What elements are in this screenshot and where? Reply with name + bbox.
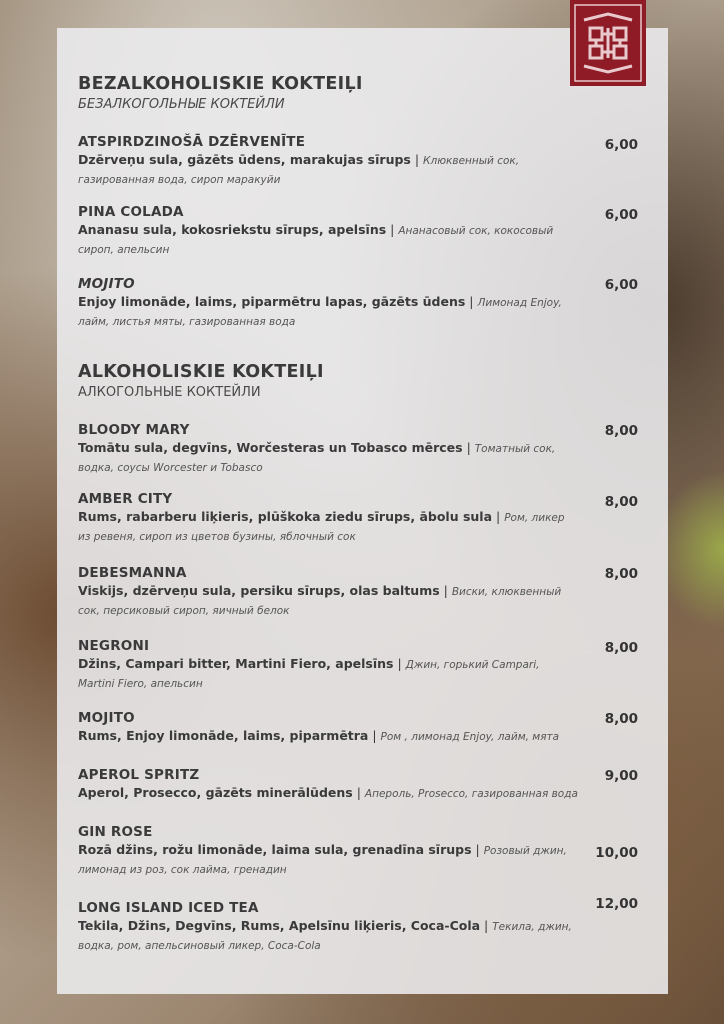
item-name: BLOODY MARY [78, 422, 190, 438]
menu-item [78, 824, 638, 879]
item-name: APEROL SPRITZ [78, 767, 200, 783]
item-description: Tekila, Džins, Degvīns, Rums, Apelsīnu liķieris, Coca-Cola | Текила, джин, водка, ром, апельсиновый ликер, Coca-Cola [78, 918, 572, 952]
menu-item [78, 638, 638, 693]
item-price: 10,00 [595, 845, 638, 861]
item-description: Rums, Enjoy limonāde, laims, piparmētra | Ром , лимонад Enjoy, лайм, мята [78, 728, 560, 743]
menu-item [78, 767, 638, 803]
item-price: 8,00 [604, 566, 638, 582]
menu-item [78, 204, 638, 259]
item-description: Ananasu sula, kokosriekstu sīrups, apelsīns | Ананасовый сок, кокосовый сироп, апельсин [78, 222, 554, 256]
menu-item [78, 900, 638, 955]
section-subtitle-alcoholic: АЛКОГОЛЬНЫЕ КОКТЕЙЛИ [78, 385, 261, 400]
item-description: Džins, Campari bitter, Martini Fiero, apelsīns | Джин, горький Campari, Martini Fiero, апельсин [78, 656, 540, 690]
menu-item [78, 491, 638, 546]
item-price: 8,00 [604, 423, 638, 439]
item-name: NEGRONI [78, 638, 150, 654]
item-price: 8,00 [604, 494, 638, 510]
item-price: 6,00 [604, 277, 638, 293]
item-name: LONG ISLAND ICED TEA [78, 900, 259, 916]
item-description: Dzērveņu sula, gāzēts ūdens, marakujas sīrups | Клюквенный сок, газированная вода, сироп маракуйи [78, 152, 520, 186]
section-title-alcoholic: ALKOHOLISKIE KOKTEIĻI [78, 362, 324, 382]
item-name: PINA COLADA [78, 204, 184, 220]
menu-item [78, 422, 638, 477]
item-price: 8,00 [604, 640, 638, 656]
latvian-ornament-logo-icon [570, 0, 646, 86]
item-price: 9,00 [604, 768, 638, 784]
item-description: Tomātu sula, degvīns, Worčesteras un Tobasco mērces | Томатный сок, водка, соусы Worcester и Tobasco [78, 440, 556, 474]
menu-item [78, 565, 638, 620]
item-name: ATSPIRDZINOŠĀ DZĒRVENĪTE [78, 134, 306, 150]
item-description: Rums, rabarberu liķieris, plūškoka ziedu sīrups, ābolu sula | Ром, ликер из ревеня, сироп из цветов бузины, яблочный сок [78, 509, 565, 543]
item-description: Rozā džins, rožu limonāde, laima sula, grenadīna sīrups | Розовый джин, лимонад из роз, сок лайма, гренадин [78, 842, 567, 876]
item-description: Enjoy limonāde, laims, piparmētru lapas, gāzēts ūdens | Лимонад Enjoy, лайм, листья мяты, газированная вода [78, 294, 562, 328]
menu-item [78, 710, 638, 746]
item-name: AMBER CITY [78, 491, 173, 507]
item-price: 6,00 [604, 137, 638, 153]
item-name: GIN ROSE [78, 824, 153, 840]
item-price: 12,00 [595, 896, 638, 912]
menu-item [78, 134, 638, 189]
item-name: MOJITO [78, 276, 135, 292]
item-price: 6,00 [604, 207, 638, 223]
item-description: Aperol, Prosecco, gāzēts minerālūdens | Апероль, Prosecco, газированная вода [78, 785, 578, 800]
item-description: Viskijs, dzērveņu sula, persiku sīrups, olas baltums | Виски, клюквенный сок, персиковый сироп, яичный белок [78, 583, 562, 617]
item-name: MOJITO [78, 710, 135, 726]
menu-item [78, 276, 638, 331]
item-name: DEBESMANNA [78, 565, 187, 581]
item-price: 8,00 [604, 711, 638, 727]
section-title-nonalcoholic: BEZALKOHOLISKIE KOKTEIĻI [78, 74, 363, 94]
section-subtitle-nonalcoholic: БЕЗАЛКОГОЛЬНЫЕ КОКТЕЙЛИ [78, 97, 285, 112]
